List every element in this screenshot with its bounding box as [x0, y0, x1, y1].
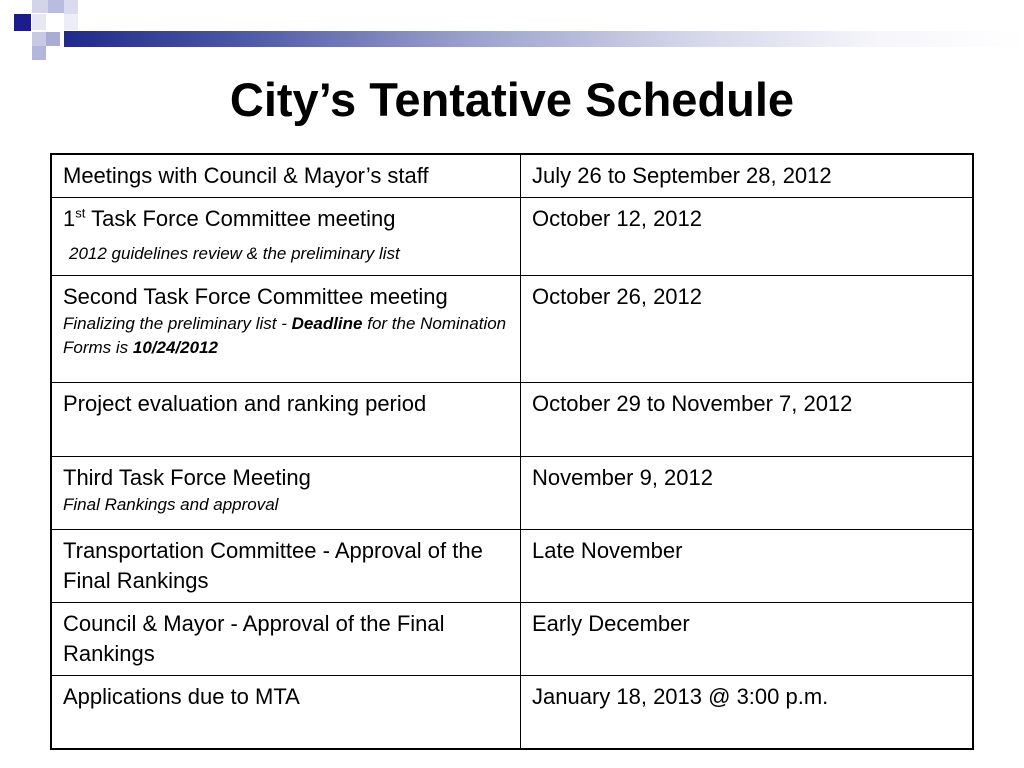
event-name: Council & Mayor - Approval of the Final Rankings — [63, 611, 445, 666]
event-name: Applications due to MTA — [63, 684, 300, 709]
date-cell — [521, 154, 974, 198]
note-deadline-date: 10/24/2012 — [132, 338, 218, 357]
table-row — [51, 530, 973, 603]
event-note: 2012 guidelines review & the preliminary list — [69, 244, 400, 263]
date-cell — [521, 276, 974, 383]
event-note — [63, 312, 509, 360]
note-emphasis: Deadline — [291, 314, 363, 333]
event-cell — [51, 154, 521, 198]
decor-square — [48, 0, 64, 13]
decor-square — [46, 14, 64, 32]
event-name: Meetings with Council & Mayor’s staff — [63, 163, 429, 188]
date-cell — [521, 457, 974, 530]
event-name: Third Task Force Meeting — [63, 465, 311, 490]
date-cell — [521, 676, 974, 750]
event-cell — [51, 383, 521, 457]
decor-square — [14, 14, 31, 31]
event-note: Final Rankings and approval — [63, 495, 279, 514]
table-row — [51, 457, 973, 530]
event-date: October 12, 2012 — [532, 206, 703, 231]
event-date: Early December — [532, 611, 690, 636]
event-name: Task Force Committee meeting — [85, 206, 396, 231]
date-cell — [521, 603, 974, 676]
event-ordinal: 1 — [63, 206, 76, 231]
event-name: Project evaluation and ranking period — [63, 391, 427, 416]
slide-title: City’s Tentative Schedule — [229, 73, 795, 126]
date-cell — [521, 198, 974, 276]
event-date: July 26 to September 28, 2012 — [532, 163, 832, 188]
event-name: Transportation Committee - Approval of the Final Rankings — [63, 538, 483, 593]
event-cell — [51, 276, 521, 383]
decor-square — [64, 0, 78, 14]
table-row — [51, 276, 973, 383]
event-date: November 9, 2012 — [532, 465, 713, 490]
date-cell — [521, 530, 974, 603]
event-date: October 26, 2012 — [532, 284, 703, 309]
note-text: for the Nomination Forms is — [63, 314, 507, 357]
header-gradient-bar — [64, 31, 1024, 47]
event-date: January 18, 2013 @ 3:00 p.m. — [532, 684, 829, 709]
table-row — [51, 676, 973, 750]
decor-square — [64, 14, 78, 30]
schedule-table — [50, 153, 974, 750]
event-cell — [51, 457, 521, 530]
event-cell — [51, 676, 521, 750]
decor-square — [46, 32, 60, 46]
event-ordinal-suffix: st — [75, 205, 86, 221]
decor-square — [32, 14, 46, 30]
header-decoration — [0, 0, 1024, 70]
note-text: Finalizing the preliminary list - — [63, 314, 292, 333]
table-row — [51, 154, 973, 198]
event-cell — [51, 603, 521, 676]
event-date: October 29 to November 7, 2012 — [532, 391, 853, 416]
event-cell — [51, 530, 521, 603]
event-name: Second Task Force Committee meeting — [63, 284, 448, 309]
table-row — [51, 198, 973, 276]
date-cell — [521, 383, 974, 457]
table-row — [51, 603, 973, 676]
decor-square — [32, 32, 46, 46]
table-row — [51, 383, 973, 457]
event-date: Late November — [532, 538, 683, 563]
decor-square — [32, 0, 48, 13]
decor-square — [32, 46, 46, 60]
event-cell — [51, 198, 521, 276]
